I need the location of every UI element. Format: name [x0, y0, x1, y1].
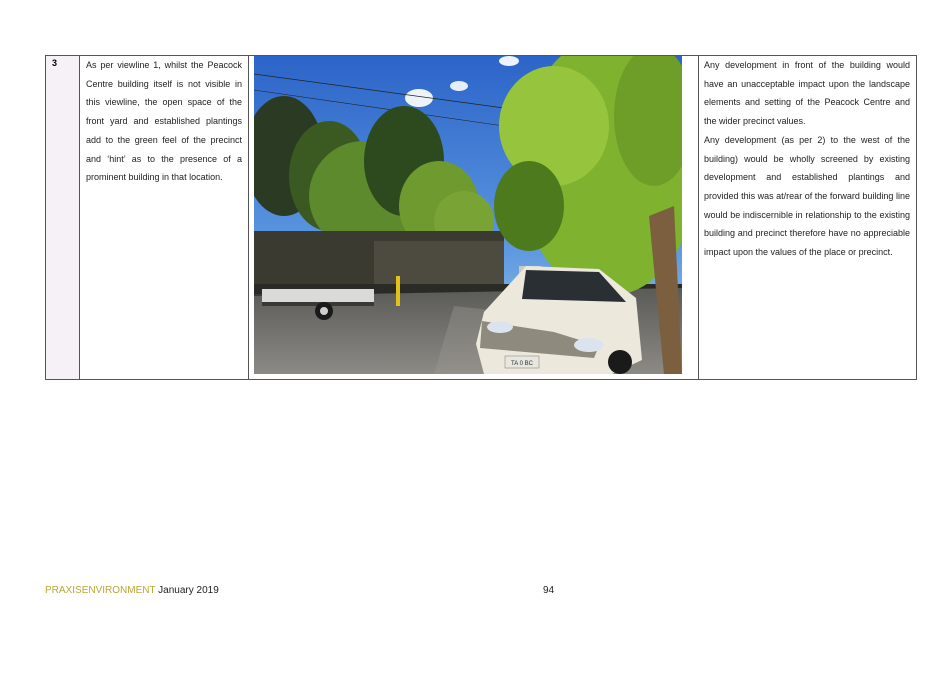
viewline-number: 3	[52, 58, 58, 68]
viewline-number-cell	[46, 56, 80, 379]
brand-environment: ENVIRONMENT	[81, 585, 156, 596]
assessment-text	[704, 56, 910, 262]
photo-cell	[249, 56, 699, 379]
footer-brand	[45, 585, 219, 596]
assessment-paragraph: Any development in front of the building would have an unacceptable impact upon the landscape elements and setting of the Peacock Centre and the wider precinct values.	[704, 60, 910, 127]
description-cell	[80, 56, 249, 379]
assessment-cell	[699, 56, 916, 379]
viewline-photo	[254, 56, 682, 374]
brand-praxis: PRAXIS	[45, 585, 82, 596]
assessment-paragraph: Any development (as per 2) to the west of the building) would be wholly screened by existing development and established plantings and provided this was at/rear of the forward building line would be indiscernible in relationship to the existing building and precinct therefore have no appreciable impact upon the values of the place or precinct.	[704, 134, 910, 258]
viewline-description: As per viewline 1, whilst the Peacock Centre building itself is not visible in this viewline, the open space of the front yard and established plantings add to the green feel of the precinct and ‘hint’ as to the presence of a prominent building in that location.	[86, 60, 242, 183]
page-number: 94	[543, 585, 555, 596]
viewline-table	[45, 55, 917, 380]
footer-date: January 2019	[155, 585, 219, 596]
photo-number-plate: TA 0 BC	[511, 361, 533, 367]
